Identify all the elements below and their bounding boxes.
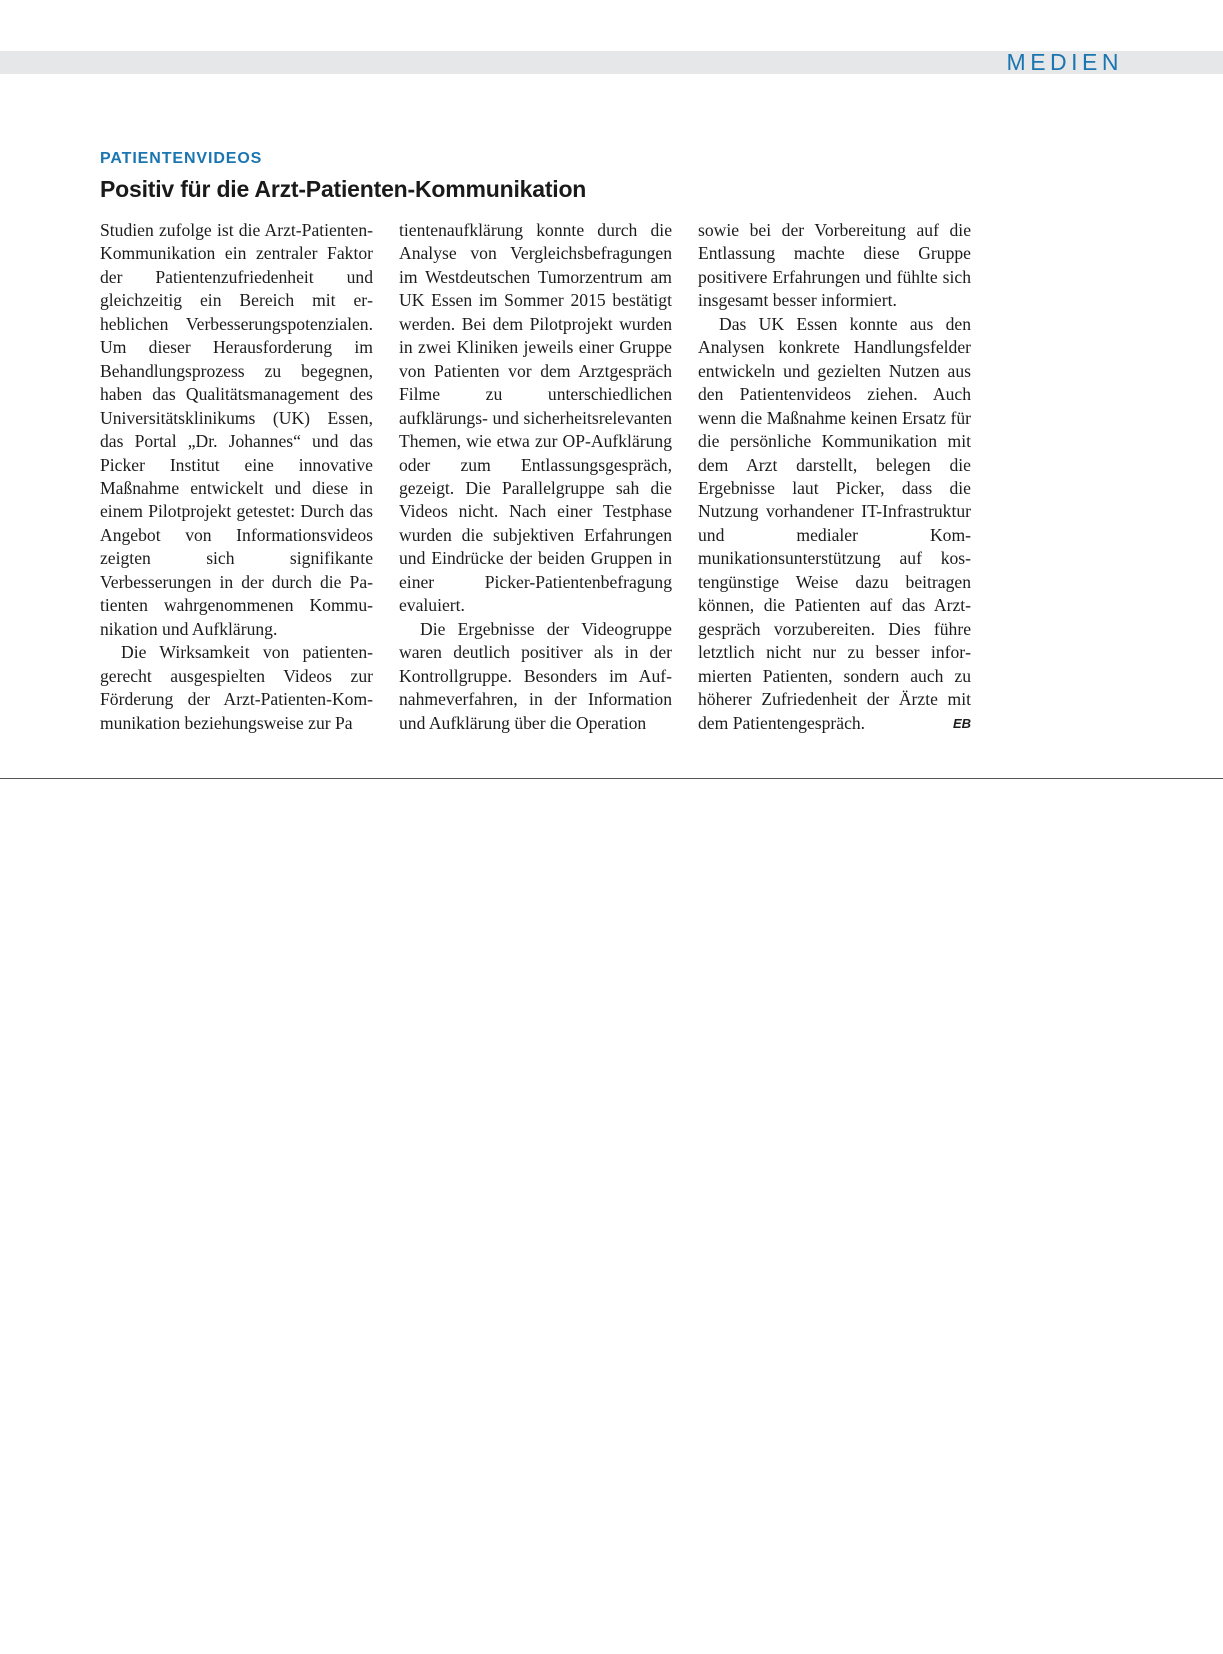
paragraph: sowie bei der Vorbereitung auf die Entlassung machte diese Gruppe positivere Erfahrungen und fühlte sich insgesamt besser informiert.	[698, 220, 971, 311]
paragraph-text: Das UK Essen konnte aus den Analysen konkrete Handlungsfelder entwickeln und gezielten Nutzen aus den Patientenvideos ziehen. Auch wenn die Maßnahme keinen Ersatz für die persönliche Kommunikation mit dem Arzt darstellt, belegen die Ergebnisse laut Picker, dass die Nutzung vorhandener IT-Infrastruktur und medialer Kommunikationsunterstützung auf kostengünstige Weise dazu beitragen können, die Patienten auf das Arztgespräch vorzubereiten. Dies führe letztlich nicht nur zu besser informierten Patienten, sondern auch zu höherer Zufriedenheit der Ärzte mit dem Patientengespräch.	[698, 313, 971, 733]
paragraph: Studien zufolge ist die Arzt-Patienten-Kommunikation ein zentraler Faktor der Patientenzufriedenheit und gleichzeitig ein Bereich mit erheblichen Verbesserungspotenzialen. Um dieser Herausforderung im Behandlungsprozess zu begegnen, haben das Qualitätsmanagement des Universitätsklinikums (UK) Essen, das Portal „Dr. Johannes“ und das Picker Institut eine innovative Maßnahme entwickelt und diese in einem Pilotprojekt getestet: Durch das Angebot von Informationsvideos zeigten sich signifikante Verbesserungen in der durch die Patienten wahrgenommenen Kommunikation und Aufklärung.	[100, 220, 373, 639]
article-column-2	[399, 219, 672, 735]
author-signature: EB	[952, 715, 971, 731]
paragraph: Die Wirksamkeit von patientengerecht ausgespielten Videos zur Förderung der Arzt-Patienten-Kommunikation beziehungsweise zur Pa	[100, 642, 373, 733]
article-column-3	[698, 219, 971, 735]
article-bottom-rule	[0, 778, 1223, 779]
section-label: MEDIEN	[1006, 49, 1123, 75]
article-title: Positiv für die Arzt-Patienten-Kommunikation	[100, 176, 587, 202]
paragraph: tientenaufklärung konnte durch die Analyse von Vergleichsbefragungen im Westdeutschen Tumorzentrum am UK Essen im Sommer 2015 bestätigt werden. Bei dem Pilotprojekt wurden in zwei Kliniken jeweils einer Gruppe von Patienten vor dem Arztgespräch Filme zu unterschiedlichen aufklärungs- und sicherheitsrelevanten Themen, wie etwa zur OP-Aufklärung oder zum Entlassungsgespräch, gezeigt. Die Parallelgruppe sah die Videos nicht. Nach einer Testphase wurden die subjektiven Erfahrungen und Eindrücke der beiden Gruppen in einer Picker-Patientenbefragung evaluiert.	[399, 220, 672, 616]
article-column-1	[100, 219, 373, 735]
paragraph: Die Ergebnisse der Videogruppe waren deutlich positiver als in der Kontrollgruppe. Besonders im Aufnahmeverfahren, in der Information und Aufklärung über die Operation	[399, 618, 672, 733]
last-paragraph	[698, 313, 971, 735]
article-kicker: PATIENTENVIDEOS	[100, 150, 263, 167]
